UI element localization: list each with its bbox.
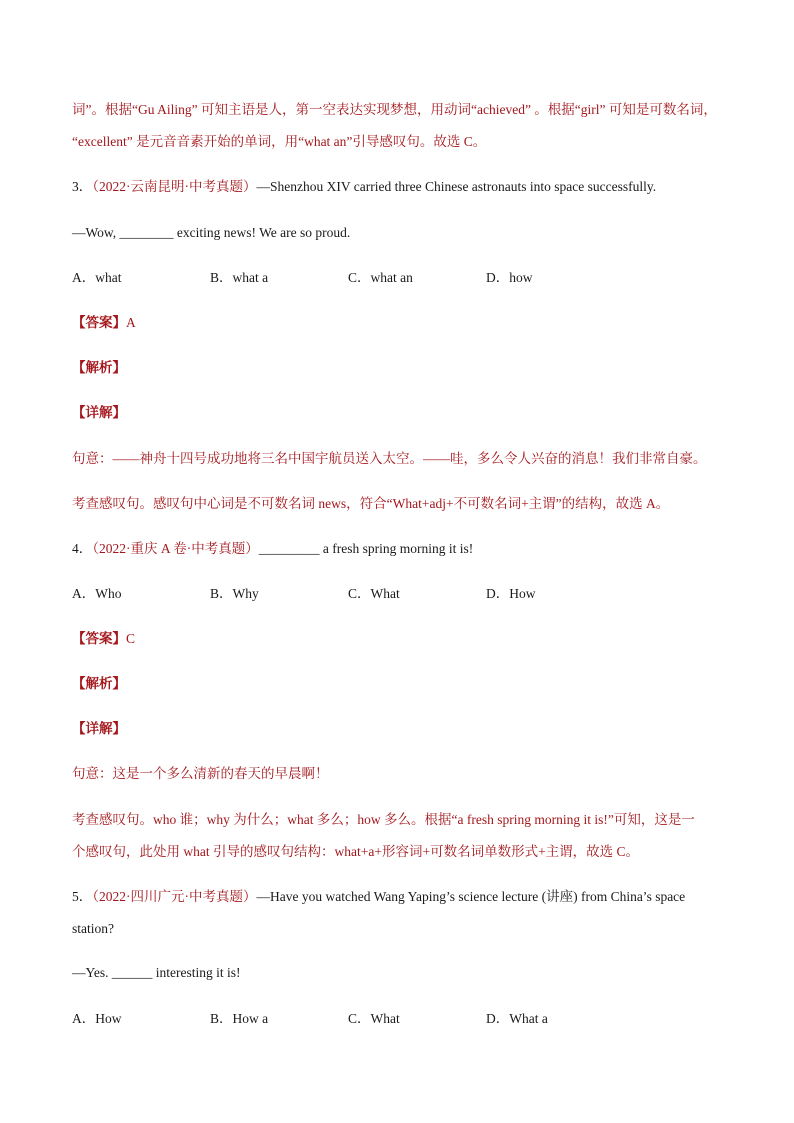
q4-meaning: 句意：这是一个多么清新的春天的早晨啊！ (72, 766, 329, 781)
q3-stem (72, 177, 734, 197)
q3-explanation: 考查感叹句。感叹句中心词是不可数名词 news，符合“What+adj+不可数名词+主谓”的结构，故选 A。 (72, 496, 670, 511)
q4-explanation-2: 个感叹句，此处用 what 引导的感叹句结构：what+a+形容词+可数名词单数形式+主谓，故选 C。 (72, 844, 640, 859)
q5-line-1b: station? (72, 921, 114, 936)
q4-source: （2022·重庆 A 卷·中考真题） (92, 541, 259, 556)
q3-number: 3． (72, 179, 93, 194)
q5-option-d: D．What a (486, 1011, 548, 1026)
q4-explanation-1: 考查感叹句。who 谁；why 为什么；what 多么；how 多么。根据“a fresh spring morning it is!”可知，这是一 (72, 812, 695, 827)
q3-option-a: A．what (72, 270, 122, 285)
q4-detail-label: 【详解】 (72, 721, 126, 736)
q4-option-d: D．How (486, 586, 536, 601)
q3-option-d: D．how (486, 270, 533, 285)
q4-analysis-label: 【解析】 (72, 676, 126, 691)
q3-line-2: —Wow, ________ exciting news! We are so proud. (72, 225, 351, 240)
q5-option-a: A．How (72, 1011, 122, 1026)
q4-answer-label: 【答案】 (72, 631, 126, 646)
q5-option-b: B．How a (210, 1011, 269, 1026)
q4-answer-value: C (126, 631, 136, 646)
intro-line-1: 词”。根据“Gu Ailing” 可知主语是人，第一空表达实现梦想，用动词“achieved” 。根据“girl” 可知是可数名词， (72, 102, 717, 117)
q4-option-b: B．Why (210, 586, 259, 601)
q3-source: （2022·云南昆明·中考真题） (92, 179, 257, 194)
q4-stem (72, 539, 734, 559)
q5-stem (72, 887, 734, 907)
q5-line-1: —Have you watched Wang Yaping’s science lecture (讲座) from China’s space (256, 889, 686, 904)
q4-option-a: A．Who (72, 586, 122, 601)
q5-line-2: —Yes. ______ interesting it is! (72, 965, 241, 980)
intro-line-2: “excellent” 是元音音素开始的单词，用“what an”引导感叹句。故选 C。 (72, 134, 487, 149)
q3-detail-label: 【详解】 (72, 405, 126, 420)
q3-option-c: C．what an (348, 270, 413, 285)
q4-number: 4． (72, 541, 93, 556)
q3-analysis-label: 【解析】 (72, 360, 126, 375)
q5-source: （2022·四川广元·中考真题） (92, 889, 257, 904)
q3-answer-value: A (126, 315, 136, 330)
q5-number: 5． (72, 889, 93, 904)
q4-line-1: _________ a fresh spring morning it is! (258, 541, 474, 556)
q3-option-b: B．what a (210, 270, 269, 285)
q5-option-c: C．What (348, 1011, 400, 1026)
q4-answer (72, 629, 734, 649)
q3-answer (72, 313, 734, 333)
q3-answer-label: 【答案】 (72, 315, 126, 330)
q3-line-1: —Shenzhou XIV carried three Chinese astronauts into space successfully. (256, 179, 657, 194)
q4-option-c: C．What (348, 586, 400, 601)
q3-meaning: 句意：——神舟十四号成功地将三名中国宇航员送入太空。——哇，多么令人兴奋的消息！我们非常自豪。 (72, 451, 707, 466)
